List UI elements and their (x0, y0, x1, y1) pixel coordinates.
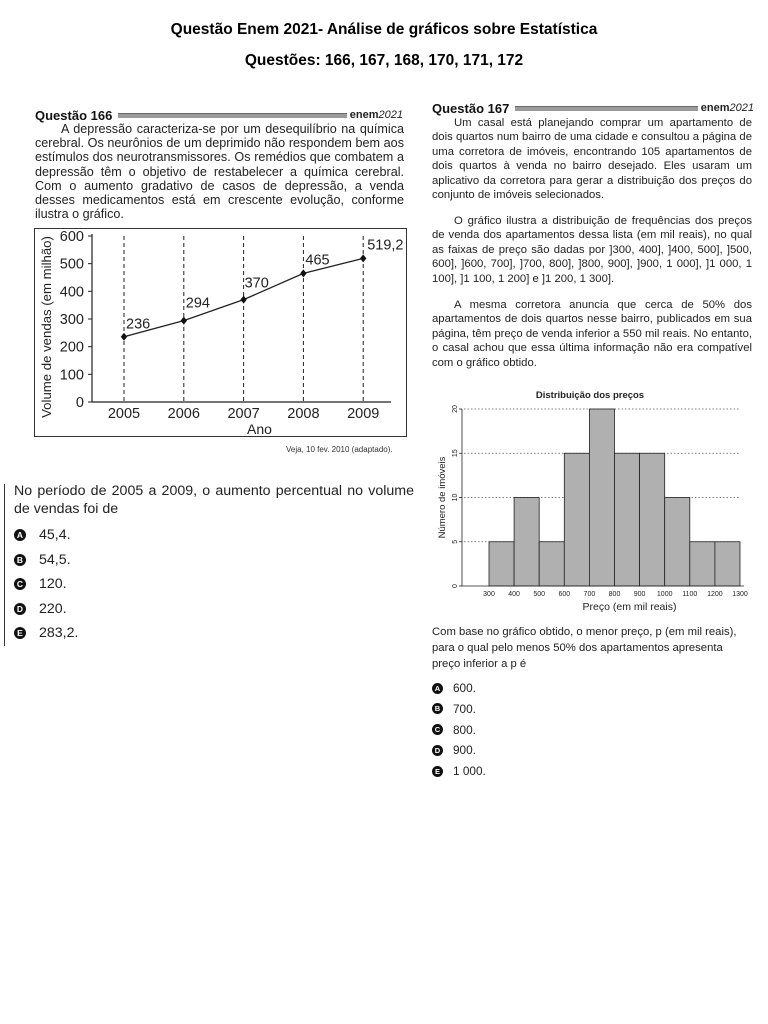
option-a[interactable] (14, 527, 71, 543)
x-tick-label: 2009 (347, 406, 380, 422)
sales-line-chart (34, 228, 409, 438)
option-letter-badge: C (432, 724, 443, 735)
y-tick-label: 10 (452, 493, 459, 502)
question-167-paragraph-3: A mesma corretora anuncia que cerca de 50% dos apartamentos de dois quartos nesse bairro, publicados em sua página, têm preço de venda inferior a 550 mil reais. No entanto, o casal achou que essa última informação não era compatível com o gráfico obtido. (432, 299, 752, 369)
data-label: 519,2 (367, 237, 404, 254)
question-167-header (432, 100, 754, 116)
option-letter-badge: E (14, 627, 26, 639)
y-tick-label: 100 (59, 367, 84, 384)
enem-brand: enem2021 (349, 109, 403, 121)
option-letter-badge: D (14, 603, 26, 615)
question-166-text: A depressão caracteriza-se por um desequilíbrio na química cerebral. Os neurônios de um deprimido não respondem bem aos estímulos dos neurotransmissores. Os remédios que combatem a depressão têm o objetivo de restabelecer a química cerebral. Com o aumento gradativo de casos de depressão, a venda desses medicamentos está em crescente evolução, conforme ilustra o gráfico. (35, 122, 404, 222)
histogram-bar (715, 542, 740, 586)
y-axis-label: Número de imóveis (437, 456, 448, 539)
y-tick-label: 15 (452, 449, 459, 458)
option-letter-badge: D (432, 745, 443, 756)
histogram-bar (589, 409, 614, 586)
histogram-bar (690, 542, 715, 586)
x-tick-label: 1100 (682, 591, 698, 598)
option-text: 600. (453, 681, 476, 695)
x-tick-label: 2008 (287, 406, 320, 422)
x-tick-label: 600 (558, 591, 571, 598)
data-label: 236 (126, 316, 151, 333)
y-tick-label: 0 (75, 395, 84, 411)
x-tick-label: 500 (533, 591, 546, 598)
option-letter-badge: C (14, 578, 26, 590)
option-text: 900. (453, 743, 476, 758)
y-tick-label: 5 (452, 539, 459, 544)
option-b[interactable] (14, 552, 71, 568)
question-167-paragraph-2: O gráfico ilustra a distribuição de frequências dos preços de venda dos apartamentos dessa lista (em mil reais), no qual as faixas de preço são dadas por ]300, 400], ]400, 500], ]500, 600], ]600, 700], ]700, 800], ]800, 900], ]900, 1 000], ]1 000, 1 100], ]1 100, 1 200] e ]1 200, 1 300]. (432, 215, 752, 285)
option-text: 800. (453, 722, 476, 737)
x-axis-label: Ano (247, 421, 272, 437)
option-d[interactable] (432, 743, 476, 757)
x-axis-label: Preço (em mil reais) (582, 601, 677, 613)
x-tick-label: 300 (483, 591, 495, 598)
x-tick-label: 800 (608, 591, 621, 598)
question-167-prompt: Com base no gráfico obtido, o menor preço, p (em mil reais), para o qual pelo menos 50% dos apartamentos apresenta preço inferior a p é (432, 626, 737, 670)
header-rule (515, 106, 697, 111)
option-text: 700. (453, 701, 476, 716)
header-rule (118, 113, 346, 118)
left-margin-rule (4, 484, 5, 646)
option-e[interactable] (14, 625, 78, 641)
option-b[interactable] (432, 702, 476, 716)
y-tick-label: 20 (452, 405, 459, 413)
price-histogram (432, 382, 752, 617)
x-tick-label: 2007 (227, 406, 260, 422)
x-tick-label: 1200 (707, 591, 723, 598)
option-letter-badge: E (432, 766, 443, 777)
chart-source: Veja, 10 fev. 2010 (adaptado). (286, 445, 393, 454)
question-166-prompt: No período de 2005 a 2009, o aumento percentual no volume de vendas foi de (14, 483, 414, 517)
option-c[interactable] (432, 723, 476, 737)
option-letter-badge: B (14, 554, 26, 566)
y-tick-label: 0 (452, 584, 459, 588)
x-tick-label: 900 (633, 591, 646, 598)
histogram-bar (539, 542, 564, 586)
option-letter-badge: A (14, 529, 26, 541)
histogram-bar (564, 453, 589, 586)
x-tick-label: 1000 (656, 591, 673, 598)
option-text: 283,2. (39, 625, 79, 641)
x-tick-label: 1300 (732, 591, 748, 598)
option-d[interactable] (14, 601, 67, 617)
enem-brand: enem2021 (700, 102, 754, 114)
question-167-label: Questão 167 (432, 100, 510, 116)
x-tick-label: 700 (583, 591, 596, 598)
option-e[interactable] (432, 764, 486, 778)
histogram-bar (489, 542, 514, 586)
x-tick-label: 400 (508, 591, 520, 598)
option-letter-badge: B (432, 703, 443, 714)
y-axis-label: Volume de vendas (em milhão) (39, 236, 54, 418)
question-166-label: Questão 166 (35, 107, 113, 123)
page-title: Questão Enem 2021- Análise de gráficos sobre Estatística (170, 21, 598, 38)
option-text: 120. (39, 576, 67, 592)
y-tick-label: 500 (59, 256, 84, 273)
histogram-bar (615, 453, 640, 586)
y-tick-label: 600 (59, 229, 84, 245)
option-c[interactable] (14, 576, 67, 592)
page-subtitle: Questões: 166, 167, 168, 170, 171, 172 (244, 52, 524, 69)
data-label: 294 (185, 295, 211, 312)
x-tick-label: 2005 (107, 406, 141, 422)
option-text: 1 000. (453, 764, 486, 779)
x-tick-label: 2006 (167, 406, 200, 422)
option-text: 45,4. (39, 527, 71, 543)
question-166-header (35, 107, 403, 123)
option-a[interactable] (432, 681, 476, 695)
histogram-title: Distribuição dos preços (535, 390, 645, 401)
question-167-paragraph-1: Um casal está planejando comprar um apartamento de dois quartos num bairro de uma cidade e consultou a página de uma corretora de imóveis, encontrando 105 apartamentos de dois quartos à venda no bairro desejado. Eles usaram um aplicativo da corretora para gerar a distribuição dos preços do conjunto de imóveis selecionados. (432, 117, 752, 202)
option-text: 54,5. (39, 551, 71, 568)
data-label: 370 (244, 275, 269, 292)
y-tick-label: 300 (59, 312, 84, 328)
data-label: 465 (305, 252, 330, 269)
option-letter-badge: A (432, 683, 443, 694)
histogram-bar (640, 453, 665, 586)
histogram-bar (514, 498, 539, 587)
y-tick-label: 400 (59, 284, 84, 301)
option-text: 220. (39, 600, 67, 617)
histogram-bar (665, 498, 690, 587)
y-tick-label: 200 (59, 339, 84, 356)
